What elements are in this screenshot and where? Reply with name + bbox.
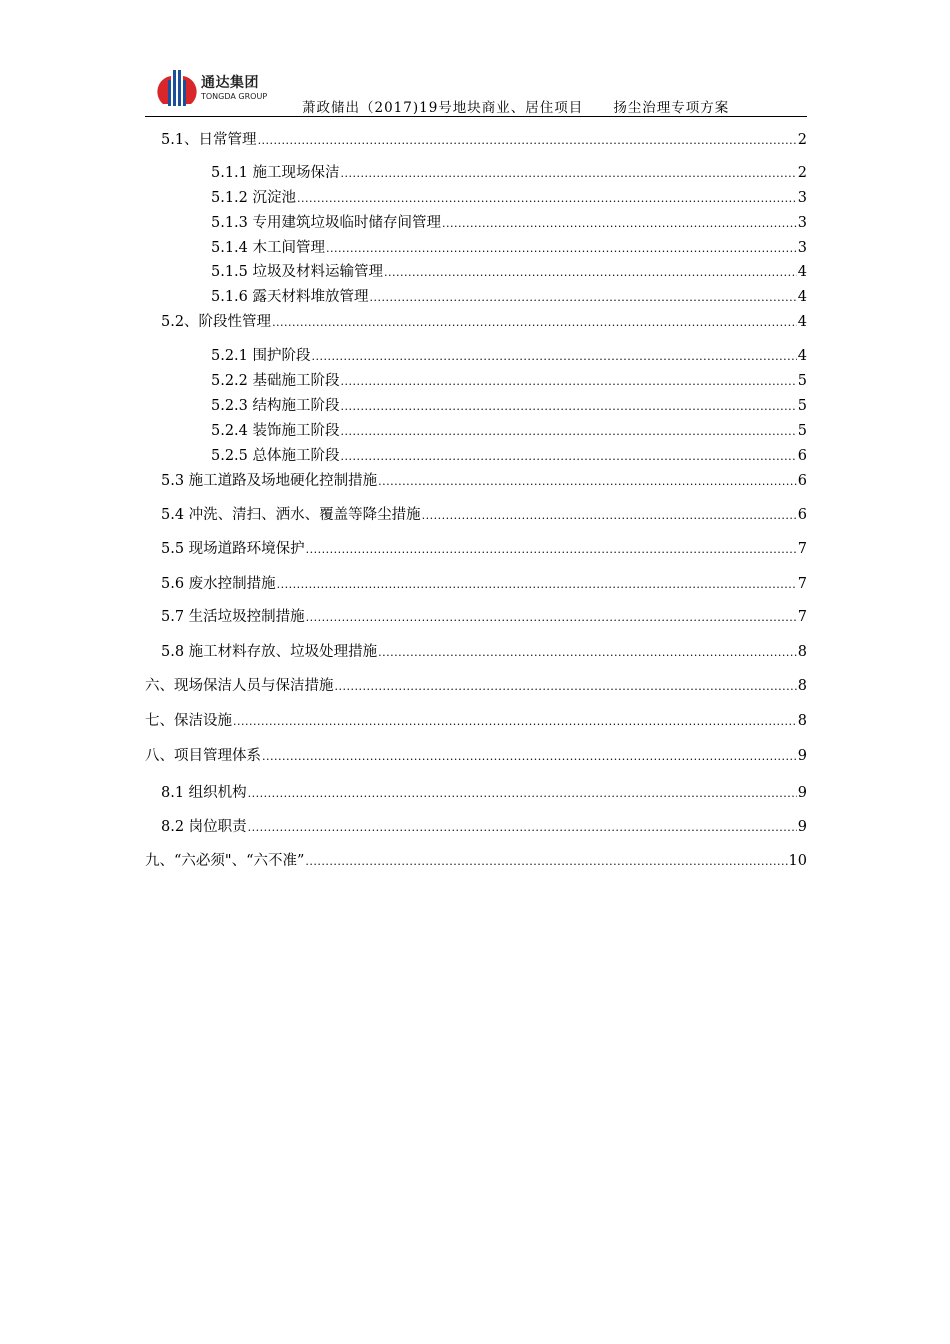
toc-entry[interactable] xyxy=(211,238,807,258)
toc-dot-leader xyxy=(262,747,797,767)
toc-dot-leader xyxy=(422,506,797,526)
toc-dot-leader xyxy=(312,347,797,367)
toc-dot-leader xyxy=(297,189,797,209)
toc-entry-title: 5.2.5 总体施工阶段 xyxy=(211,448,340,464)
toc-entry[interactable] xyxy=(161,505,807,525)
company-logo xyxy=(157,68,277,112)
project-title: 萧政储出（2017)19号地块商业、居住项目 xyxy=(302,100,584,116)
toc-entry-page-number: 9 xyxy=(797,785,807,801)
toc-entry[interactable] xyxy=(211,346,807,366)
toc-entry-title: 5.2.1 围护阶段 xyxy=(211,348,311,364)
toc-entry[interactable] xyxy=(211,371,807,391)
toc-entry-page-number: 6 xyxy=(797,473,807,489)
toc-entry-page-number: 7 xyxy=(797,541,807,557)
toc-entry[interactable] xyxy=(211,163,807,183)
toc-entry-page-number: 8 xyxy=(797,678,807,694)
toc-entry-page-number: 7 xyxy=(797,576,807,592)
toc-entry[interactable] xyxy=(211,188,807,208)
toc-dot-leader xyxy=(248,818,797,838)
tongda-logo-icon xyxy=(157,68,197,110)
toc-dot-leader xyxy=(335,677,797,697)
toc-entry-page-number: 3 xyxy=(797,190,807,206)
toc-entry-title: 六、现场保洁人员与保洁措施 xyxy=(145,678,334,694)
toc-entry-page-number: 2 xyxy=(797,132,807,148)
toc-entry-page-number: 5 xyxy=(797,398,807,414)
toc-dot-leader xyxy=(277,575,797,595)
toc-entry[interactable] xyxy=(161,130,807,150)
toc-entry-title: 5.1.3 专用建筑垃圾临时储存间管理 xyxy=(211,215,442,231)
toc-entry-page-number: 9 xyxy=(797,748,807,764)
toc-entry-title: 8.2 岗位职责 xyxy=(161,819,247,835)
toc-dot-leader xyxy=(306,540,797,560)
toc-entry-page-number: 8 xyxy=(797,713,807,729)
toc-entry-page-number: 5 xyxy=(797,373,807,389)
toc-dot-leader xyxy=(341,422,797,442)
toc-entry[interactable] xyxy=(211,262,807,282)
toc-entry[interactable] xyxy=(161,817,807,837)
document-title: 扬尘治理专项方案 xyxy=(613,100,730,116)
header-title xyxy=(302,96,729,116)
toc-dot-leader xyxy=(272,313,797,333)
toc-dot-leader xyxy=(370,288,797,308)
toc-dot-leader xyxy=(341,447,797,467)
toc-entry-title: 5.3 施工道路及场地硬化控制措施 xyxy=(161,473,378,489)
toc-entry-title: 5.2、阶段性管理 xyxy=(161,314,272,330)
toc-entry[interactable] xyxy=(161,471,807,491)
toc-entry[interactable] xyxy=(145,676,807,696)
toc-entry-title: 5.1.4 木工间管理 xyxy=(211,240,326,256)
toc-entry[interactable] xyxy=(145,711,807,731)
toc-entry-title: 5.1.2 沉淀池 xyxy=(211,190,297,206)
toc-entry[interactable] xyxy=(161,783,807,803)
toc-entry[interactable] xyxy=(211,213,807,233)
toc-entry-title: 5.1.5 垃圾及材料运输管理 xyxy=(211,264,384,280)
page-header xyxy=(145,62,807,118)
toc-entry-page-number: 9 xyxy=(797,819,807,835)
logo-english-text: TONGDA GROUP xyxy=(201,92,268,101)
logo-chinese-text: 通达集团 xyxy=(201,75,259,91)
toc-entry[interactable] xyxy=(145,851,807,871)
toc-entry-page-number: 3 xyxy=(797,240,807,256)
toc-entry-page-number: 8 xyxy=(797,644,807,660)
toc-entry-title: 5.2.4 装饰施工阶段 xyxy=(211,423,340,439)
toc-entry-page-number: 7 xyxy=(797,609,807,625)
toc-dot-leader xyxy=(233,712,797,732)
toc-entry[interactable] xyxy=(211,287,807,307)
toc-dot-leader xyxy=(384,263,797,283)
toc-entry-page-number: 2 xyxy=(797,165,807,181)
toc-entry-title: 5.1.1 施工现场保洁 xyxy=(211,165,340,181)
toc-dot-leader xyxy=(442,214,797,234)
toc-entry-title: 5.1.6 露天材料堆放管理 xyxy=(211,289,369,305)
toc-entry[interactable] xyxy=(211,421,807,441)
toc-entry-page-number: 10 xyxy=(788,853,807,869)
toc-dot-leader xyxy=(378,472,797,492)
toc-dot-leader xyxy=(341,397,797,417)
toc-entry-title: 七、保洁设施 xyxy=(145,713,232,729)
toc-entry-title: 5.6 废水控制措施 xyxy=(161,576,276,592)
toc-entry[interactable] xyxy=(161,312,807,332)
toc-entry-title: 5.8 施工材料存放、垃圾处理措施 xyxy=(161,644,378,660)
toc-dot-leader xyxy=(341,164,797,184)
toc-entry-page-number: 6 xyxy=(797,448,807,464)
toc-dot-leader xyxy=(258,131,797,151)
toc-entry-title: 5.2.3 结构施工阶段 xyxy=(211,398,340,414)
toc-entry-title: 5.1、日常管理 xyxy=(161,132,257,148)
toc-entry-title: 5.7 生活垃圾控制措施 xyxy=(161,609,305,625)
toc-entry-title: 八、项目管理体系 xyxy=(145,748,261,764)
toc-entry-page-number: 4 xyxy=(797,264,807,280)
toc-entry-page-number: 6 xyxy=(797,507,807,523)
toc-entry-title: 5.2.2 基础施工阶段 xyxy=(211,373,340,389)
toc-entry-page-number: 3 xyxy=(797,215,807,231)
toc-entry-page-number: 4 xyxy=(797,348,807,364)
toc-entry-title: 5.4 冲洗、清扫、洒水、覆盖等降尘措施 xyxy=(161,507,421,523)
toc-entry-page-number: 5 xyxy=(797,423,807,439)
toc-entry[interactable] xyxy=(161,642,807,662)
toc-entry-title: 5.5 现场道路环境保护 xyxy=(161,541,305,557)
toc-entry[interactable] xyxy=(145,746,807,766)
toc-entry-page-number: 4 xyxy=(797,314,807,330)
toc-entry-title: 九、“六必须"、“六不准” xyxy=(145,853,305,869)
toc-entry-page-number: 4 xyxy=(797,289,807,305)
toc-dot-leader xyxy=(341,372,797,392)
toc-dot-leader xyxy=(306,608,797,628)
header-divider xyxy=(145,116,807,117)
toc-dot-leader xyxy=(248,784,797,804)
toc-entry-title: 8.1 组织机构 xyxy=(161,785,247,801)
toc-entry[interactable] xyxy=(161,539,807,559)
toc-entry[interactable] xyxy=(161,574,807,594)
toc-dot-leader xyxy=(326,239,797,259)
toc-dot-leader xyxy=(378,643,797,663)
toc-entry[interactable] xyxy=(211,446,807,466)
toc-entry[interactable] xyxy=(161,607,807,627)
toc-entry[interactable] xyxy=(211,396,807,416)
toc-dot-leader xyxy=(305,852,787,872)
